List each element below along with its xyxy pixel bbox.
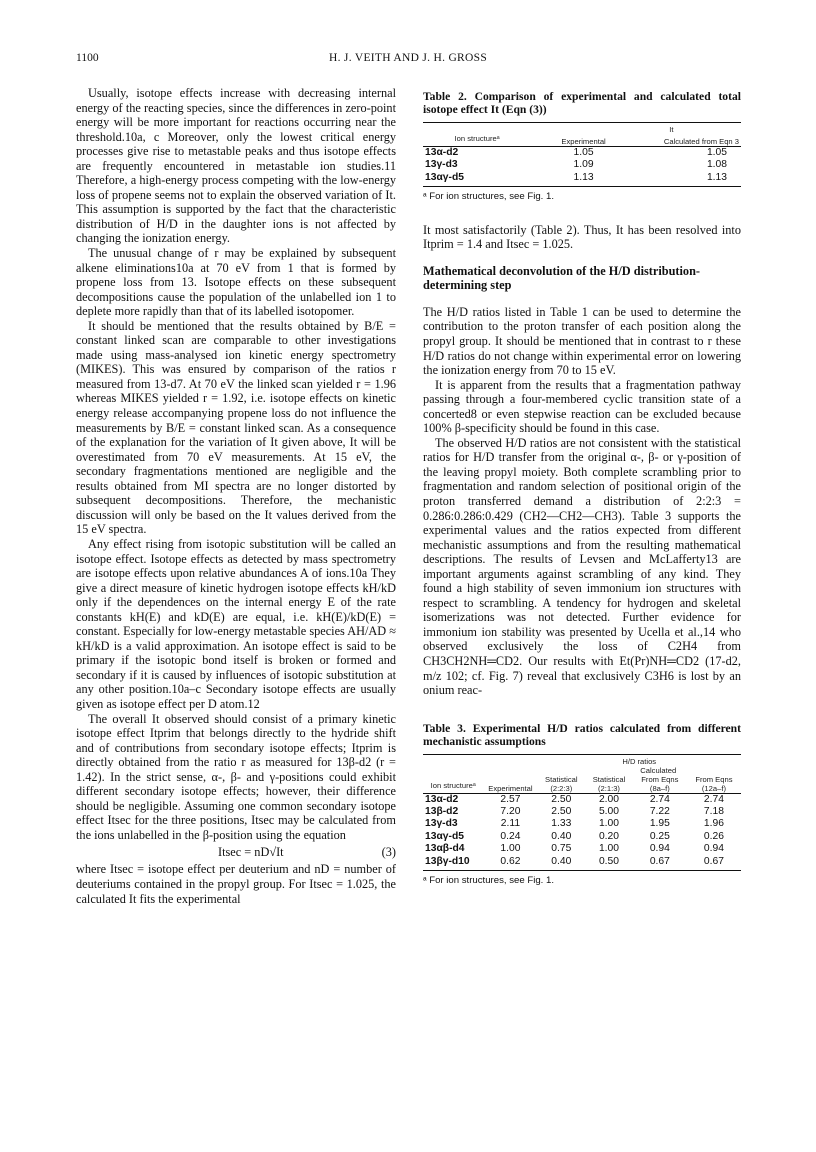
paragraph: The H/D ratios listed in Table 1 can be used to determine the contribution to the proton transfer of each position along the propyl group. It should be mentioned that in contrast to r these H/D ratios do not change within experimental error on lowering the ionization energy from 70 to 15 eV. (423, 304, 741, 378)
table-row: 13αγ-d5 1.13 1.13 (425, 171, 727, 183)
equation-3 (76, 842, 396, 862)
paragraph: The observed H/D ratios are not consistent with the statistical ratios for H/D transfer from the original α-, β- or γ-position of the leaving propyl moiety. Both complete scrambling prior to fragmentation and random selection of positional origin of the proton transferred demand a distribution of 2:2:3 = 0.286:0.286:0.429 (CH2—CH2—CH3). Table 3 supports the experimental values and the ratios expected from different mechanistic assumptions and from the resulting mathematical descriptions. The results of Levsen and McLafferty13 are important arguments against scrambling of any kind. They found a high stability of seven immonium ion structures with respect to scrambling. A tendency for hydrogen and skeletal isomerizations was not detected. Further evidence for immonium ion stability was presented by Ucella et al.,14 who observed exclusively the loss of C2H4 from CH3CH2NH═CD2. Our results with Et(Pr)NH═CD2 (17-d2, m/z 102; cf. Fig. 7) reveal that exclusively C3H6 is lost by an onium reac- (423, 435, 741, 698)
column-header: Experimental (488, 783, 533, 793)
column-header: Experimental (561, 137, 606, 146)
table-row: 13β-d2 7.20 2.50 5.00 7.22 7.18 (425, 806, 724, 818)
paragraph: It most satisfactorily (Table 2). Thus, It has been resolved into Itprim = 1.4 and Itsec = 1.025. (423, 222, 741, 252)
table-caption: Table 2. Comparison of experimental and calculated total isotope effect It (Eqn (3)) (423, 90, 741, 116)
paragraph: The unusual change of r may be explained by subsequent alkene eliminations10a at 70 eV from 1 that is formed by propene loss from 13. Isotope effects on these subsequent decompositions cause the population of the unlabelled ion 1 to deplete more rapidly than that of its labelled isotopomer. (76, 246, 396, 319)
column-header: From Eqns (12a–f) (695, 774, 733, 793)
column-header: From Eqns (8a–f) (641, 774, 679, 793)
paragraph: where Itsec = isotope effect per deuterium and nD = number of deuteriums contained in the propyl group. For Itsec = 1.025, the calculated It fits the experimental (76, 862, 396, 906)
table-row: 13γ-d3 2.11 1.33 1.00 1.95 1.96 (425, 818, 724, 830)
table-row: 13α-d2 1.05 1.05 (425, 147, 727, 158)
paragraph: Any effect rising from isotopic substitution will be called an isotope effect. Isotope effects as detected by mass spectrometry are isotope effects upon relative abundances A of ions.10a They give a direct measure of kinetic hydrogen isotope effects kH/kD only if the dependences on the internal energy E of the rate constants kH(E) and kD(E) are equal, i.e. kH(E)/kD(E) = constant. Especially for low-energy metastable species AH/AD ≈ kH/kD is a valid approximation. An isotope effect is said to be primary if the isotopic bond itself is broken or formed and secondary if it is caused by influences of isotopic substitution at any other position.10a–c Secondary isotope effects are usually given as isotope effect per D atom.12 (76, 536, 397, 711)
table-caption: Table 3. Experimental H/D ratios calculated from different mechanistic assumptions (423, 721, 741, 748)
table-row: 13βγ-d10 0.62 0.40 0.50 0.67 0.67 (425, 855, 724, 867)
right-column (423, 86, 741, 889)
equation-text: Itsec = nD√It (218, 845, 284, 860)
column-group-header: H/D ratios (622, 756, 657, 766)
paragraph: The overall It observed should consist of a primary kinetic isotope effect Itprim that belongs directly to the hydride shift and of contributions from secondary isotope effects; Itprim is directly obtained from the ratio r as measured for 13β-d2 (r = 1.42). In the strict sense, α-, β- and γ-positions could exhibit different secondary isotope effects; however, their difference should be negligible. Assuming one common secondary isotope effect Itsec for the three positions, Itsec may be calculated from the ions unlabelled in the β-position using the equation (76, 711, 396, 842)
paragraph: It is apparent from the results that a fragmentation pathway passing through a four-membered cyclic transition state of a concerted8 or even stepwise reaction can be excluded because 100% β-specificity should be found in this case. (423, 377, 741, 436)
left-column (76, 86, 396, 906)
running-head: H. J. VEITH AND J. H. GROSS (328, 52, 488, 64)
table-3 (423, 722, 741, 889)
column-header: Statistical (2:2:3) (545, 774, 578, 793)
column-header: Calculated from Eqn 3 (663, 137, 739, 146)
page-header (76, 52, 740, 66)
table-row: 13α-d2 2.57 2.50 2.00 2.74 2.74 (425, 793, 724, 805)
table-2 (423, 90, 741, 205)
column-header: Ion structureᵃ (454, 134, 500, 143)
column-header: Ion structureᵃ (430, 780, 476, 790)
equation-number: (3) (381, 845, 396, 860)
paragraph: It should be mentioned that the results obtained by B/E = constant linked scan are comparable to other investigations made using mass-analysed ion kinetic energy spectrometry (MIKES). This was ensured by comparison of the ratios r measured from 13-d7. At 70 eV the linked scan yielded r = 1.96 whereas MIKES yielded r = 1.92, i.e. isotope effects on kinetic energy release accompanying propene loss do not influence the measurements by B/E = constant linked scan. As a consequence of the explanation for the variation of It given above, It will be overestimated from 70 eV measurements. At 15 eV, the secondary fragmentations mentioned are negligible and the results obtained from MI spectra are no longer distorted by subsequent decompositions. Therefore, the mechanistic discussion will only be based on the It values derived from the 15 eV spectra. (76, 318, 396, 537)
column-group-header: It (669, 125, 674, 134)
table-footnote: ᵃ For ion structures, see Fig. 1. (423, 875, 555, 887)
column-subgroup-header: Calculated (640, 765, 677, 775)
table-row: 13αγ-d5 0.24 0.40 0.20 0.25 0.26 (425, 830, 724, 842)
table-row: 13γ-d3 1.09 1.08 (425, 159, 727, 171)
page-number: 1100 (76, 52, 99, 64)
table-row: 13αβ-d4 1.00 0.75 1.00 0.94 0.94 (425, 843, 724, 855)
table-footnote: ᵃ For ion structures, see Fig. 1. (423, 191, 555, 203)
section-heading: Mathematical deconvolution of the H/D distribution-determining step (423, 263, 701, 293)
column-header: Statistical (2:1:3) (592, 774, 626, 793)
paragraph: Usually, isotope effects increase with decreasing internal energy of the reacting species, since the differences in zero-point energy will be more important for reactions occurring near the threshold.10a, c Moreover, only the lowest critical energy processes give rise to metastable peaks and thus isotope effects are frequently encountered in metastable ion studies.11 Therefore, a high-energy process competing with the low-energy loss of propene seems not to explain the observed variation of It. This assumption is supported by the fact that the characteristic distribution of H/D in the daughter ions is not affected by changing the ionization energy. (76, 86, 396, 246)
